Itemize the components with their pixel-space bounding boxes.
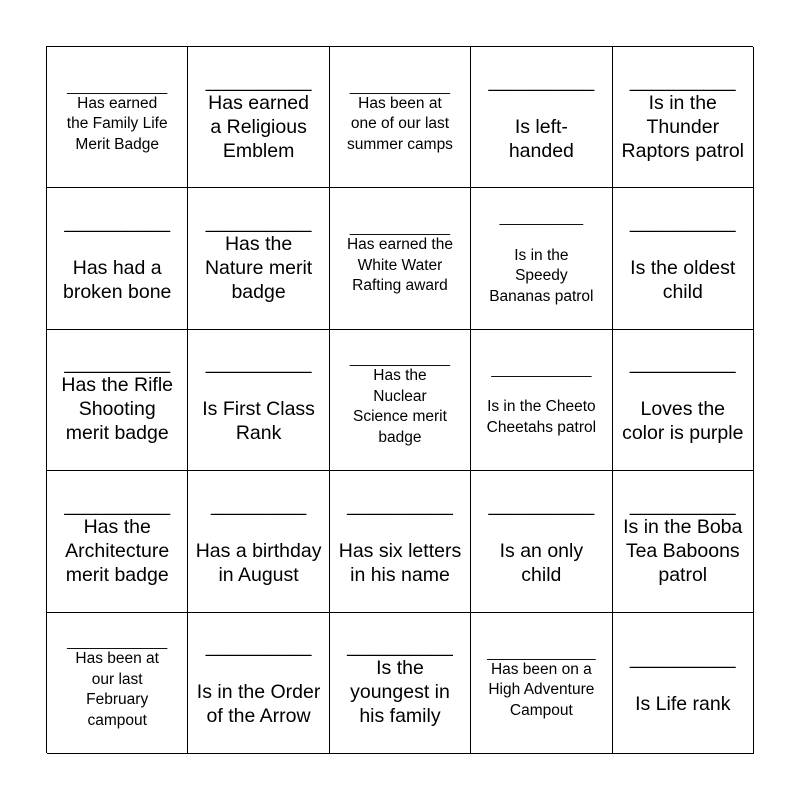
cell-prompt: Is in the Thunder Raptors patrol [621,91,744,162]
bingo-cell[interactable] [330,613,471,754]
bingo-cell[interactable] [188,613,329,754]
signature-line: __________ [629,494,736,516]
signature-line: __________ [64,494,171,516]
cell-prompt: Has been at one of our last summer camps [347,94,453,153]
signature-line: __________ [488,494,595,516]
bingo-cell[interactable] [47,471,188,612]
bingo-cell[interactable] [47,330,188,471]
cell-prompt: Is the oldest child [630,257,736,304]
cell-prompt: Is in the Order of the Arrow [196,681,321,728]
cell-prompt: Is First Class Rank [202,398,315,445]
bingo-cell[interactable] [613,47,754,188]
cell-prompt: Loves the color is purple [622,398,744,445]
signature-line: __________ [629,70,736,92]
cell-prompt: Has the Nature merit badge [204,233,313,304]
bingo-cell[interactable] [471,188,612,329]
bingo-cell[interactable] [188,471,329,612]
bingo-board [46,46,753,753]
signature-line: __________ [488,70,595,92]
cell-prompt: Is the youngest in his family [350,657,450,728]
signature-line: __________ [347,636,453,658]
signature-line: __________ [64,353,171,375]
signature-line: ____________ [349,350,451,368]
signature-line: __________ [205,353,312,375]
cell-prompt: Has the Architecture merit badge [65,515,170,586]
signature-line: __________ [205,70,312,92]
signature-line: ____________ [67,633,168,651]
cell-prompt: Has earned a Religious Emblem [208,91,309,162]
bingo-cell[interactable] [330,330,471,471]
cell-prompt: Is Life rank [635,693,731,716]
signature-line: _____________ [487,643,596,661]
signature-line: ____________ [67,77,168,95]
signature-line: __________ [205,212,312,234]
cell-prompt: Is in the Cheeto Cheetahs patrol [486,398,597,436]
cell-prompt: Has the Nuclear Science merit badge [353,367,447,446]
bingo-cell[interactable] [330,47,471,188]
bingo-cell[interactable] [471,47,612,188]
bingo-cell[interactable] [330,188,471,329]
signature-line: __________ [629,353,736,375]
cell-prompt: Is in the Speedy Bananas patrol [489,246,594,305]
signature-line: _________ [211,494,307,516]
cell-prompt: Has had a broken bone [62,257,172,304]
cell-prompt: Is an only child [499,539,584,586]
bingo-cell[interactable] [471,613,612,754]
bingo-cell[interactable] [47,47,188,188]
cell-prompt: Has six letters in his name [338,539,462,586]
cell-prompt: Has earned the White Water Rafting award [346,236,453,295]
cell-prompt: Has earned the Family Life Merit Badge [66,94,168,153]
bingo-cell[interactable] [613,471,754,612]
bingo-cell[interactable] [47,188,188,329]
bingo-cell[interactable] [471,330,612,471]
bingo-cell[interactable] [330,471,471,612]
cell-prompt: Is in the Boba Tea Baboons patrol [623,515,743,586]
bingo-cell[interactable] [471,471,612,612]
bingo-cell[interactable] [613,330,754,471]
bingo-cell[interactable] [188,330,329,471]
signature-line: ____________ [349,77,451,95]
cell-prompt: Is left- handed [508,115,574,162]
signature-line: __________ [629,212,736,234]
cell-prompt: Has been at our last February campout [75,650,159,729]
signature-line: __________ [205,636,312,658]
bingo-cell[interactable] [188,47,329,188]
cell-prompt: Has a birthday in August [195,539,322,586]
signature-line: __________ [499,209,584,227]
cell-prompt: Has the Rifle Shooting merit badge [61,374,174,445]
bingo-cell[interactable] [613,613,754,754]
bingo-cell[interactable] [188,188,329,329]
signature-line: ____________ [349,219,451,237]
signature-line: ____________ [491,360,592,378]
bingo-cell[interactable] [613,188,754,329]
signature-line: __________ [64,212,171,234]
cell-prompt: Has been on a High Adventure Campout [488,660,595,719]
bingo-cell[interactable] [47,613,188,754]
signature-line: __________ [347,494,453,516]
signature-line: __________ [629,648,736,670]
